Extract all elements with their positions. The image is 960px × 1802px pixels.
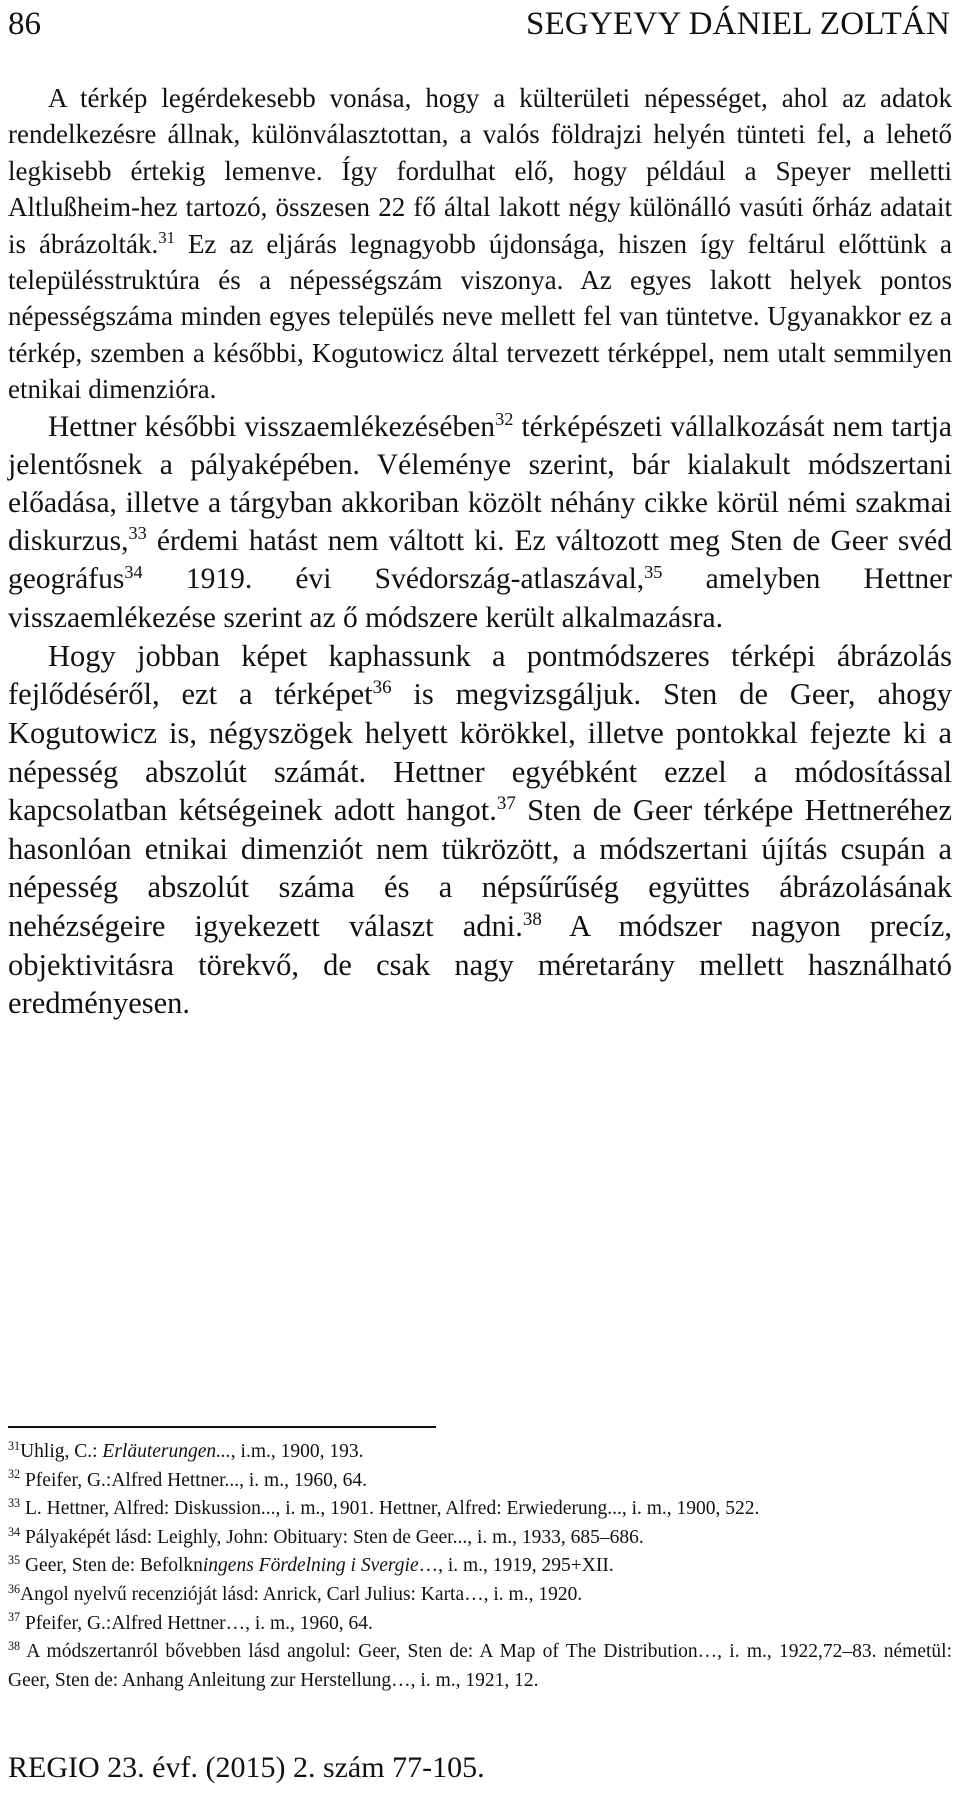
page-number: 86 [8,6,41,42]
text-run: amelyben Hettner visszaemlékezése szerint az ő módszere került alkalmazásra. [8,563,952,634]
footnote [8,1524,952,1553]
footnote [8,1438,952,1467]
footnote-number: 33 [8,1495,21,1510]
footnote-number: 32 [8,1467,21,1482]
footnote [8,1495,952,1524]
paragraph [8,637,952,1023]
footnote-ref: 32 [495,408,514,429]
running-title: SEGYEVY DÁNIEL ZOLTÁN [526,6,950,42]
text-run: …, i. m., 1919, 295+XII. [418,1555,614,1577]
text-run: A módszer nagyon precíz, objektivitásra törekvő, de csak nagy méretarány mellett használható eredményesen. [8,909,952,1021]
footnote [8,1610,952,1639]
journal-citation: REGIO 23. évf. (2015) 2. szám 77-105. [8,1751,485,1784]
footnote [8,1581,952,1610]
text-run: is megvizsgáljuk. Sten de Geer, ahogy Kogutowicz is, négyszögek helyett körökkel, illetve pontokkal fejezte ki a népesség abszolút számát. Hettner egyébként ezzel a módosítással kapcsolatban kétségeinek adott hangot. [8,677,952,828]
footnote [8,1552,952,1581]
paragraph [8,80,952,408]
text-run: Ez az eljárás legnagyobb újdonsága, hiszen így feltárul előttünk a településstruktúra és a népességszám viszonya. Az egyes lakott helyek pontos népességszáma minden egyes település neve mellett fel van tüntetve. Ugyanakkor ez a térkép, szemben a későbbi, Kogutowicz által tervezett térképpel, nem utalt semmilyen etnikai dimenzióra. [8,228,952,405]
footnote-number: 37 [8,1610,21,1625]
footnote-ref: 33 [128,523,147,544]
footnote [8,1467,952,1496]
italic-title: ingens Fördelning i Svergie [202,1555,419,1577]
footnote-number: 34 [8,1524,21,1539]
text-run: Pályaképét lásd: Leighly, John: Obituary: Sten de Geer..., i. m., 1933, 685–686. [20,1526,644,1548]
footnote-separator [8,1426,436,1428]
text-run: Hettner későbbi visszaemlékezésében [48,410,496,443]
text-run: A térkép legérdekesebb vonása, hogy a külterületi népességet, ahol az adatok rendelkezésre állnak, különválasztottan, a valós földrajzi helyén tünteti fel, a lehető legkisebb értekig lemenve. Így fordulhat elő, hogy például a Speyer melletti Altlußheim-hez tartozó, összesen 22 fő által lakott négy különálló vasúti őrház adatait is ábrázolták. [8,83,952,259]
text-run: Sten de Geer térképe Hettneréhez hasonlóan etnikai dimenziót nem tükrözött, a módszertani újítás csupán a népesség abszolút száma és a népsűrűség együttes ábrázolásának nehézségeire igyekezett választ adni. [8,793,952,944]
text-run: Pfeifer, G.:Alfred Hettner…, i. m., 1960, 64. [20,1612,373,1634]
text-run: A módszertanról bővebben lásd angolul: Geer, Sten de: A Map of The Distribution…, i. m., 1922,72–83. németül: Geer, Sten de: Anhang Anleitung zur Herstellung…, i. m., 1921, 12. [8,1641,952,1691]
footnote-ref: 35 [644,561,663,582]
footnote-number: 38 [8,1638,21,1653]
italic-title: Erläuterungen... [102,1441,231,1462]
paragraph [8,408,952,637]
text-run: érdemi hatást nem váltott ki. Ez változott meg Sten de Geer svéd geográfus [8,525,952,596]
footnote-ref: 31 [158,227,175,247]
footnote-number: 36 [8,1581,21,1596]
footnote-number: 35 [8,1553,21,1568]
footnote-ref: 38 [522,908,542,930]
text-run: térképészeti vállalkozását nem tartja jelentősnek a pályaképében. Véleménye szerint, bár kialakult módszertani előadása, illetve a tárgyban akkoriban közölt néhány cikke körül némi szakmai diskurzus, [8,410,952,558]
footnote-ref: 34 [124,561,143,582]
text-run: Hogy jobban képet kaphassunk a pontmódszeres térképi ábrázolás fejlődéséről, ezt a térképet [8,638,952,712]
footnote-ref: 37 [496,792,516,814]
footnotes [8,1438,952,1695]
running-header [8,2,950,46]
text-run: Uhlig, C.: [20,1441,103,1462]
footnote-ref: 36 [372,677,392,699]
body-text [8,80,952,1023]
text-run: Geer, Sten de: Befolkn [20,1555,203,1577]
text-run: L. Hettner, Alfred: Diskussion..., i. m., 1901. Hettner, Alfred: Erwiederung..., i. m., 1900, 522. [20,1498,760,1520]
text-run: , i.m., 1900, 193. [230,1441,364,1462]
text-run: Angol nyelvű recenzióját lásd: Anrick, Carl Julius: Karta…, i. m., 1920. [20,1583,583,1605]
footnote-number: 31 [8,1438,21,1453]
text-run: 1919. évi Svédország-atlaszával, [142,563,645,596]
text-run: Pfeifer, G.:Alfred Hettner..., i. m., 1960, 64. [20,1469,367,1491]
footnote [8,1638,952,1695]
